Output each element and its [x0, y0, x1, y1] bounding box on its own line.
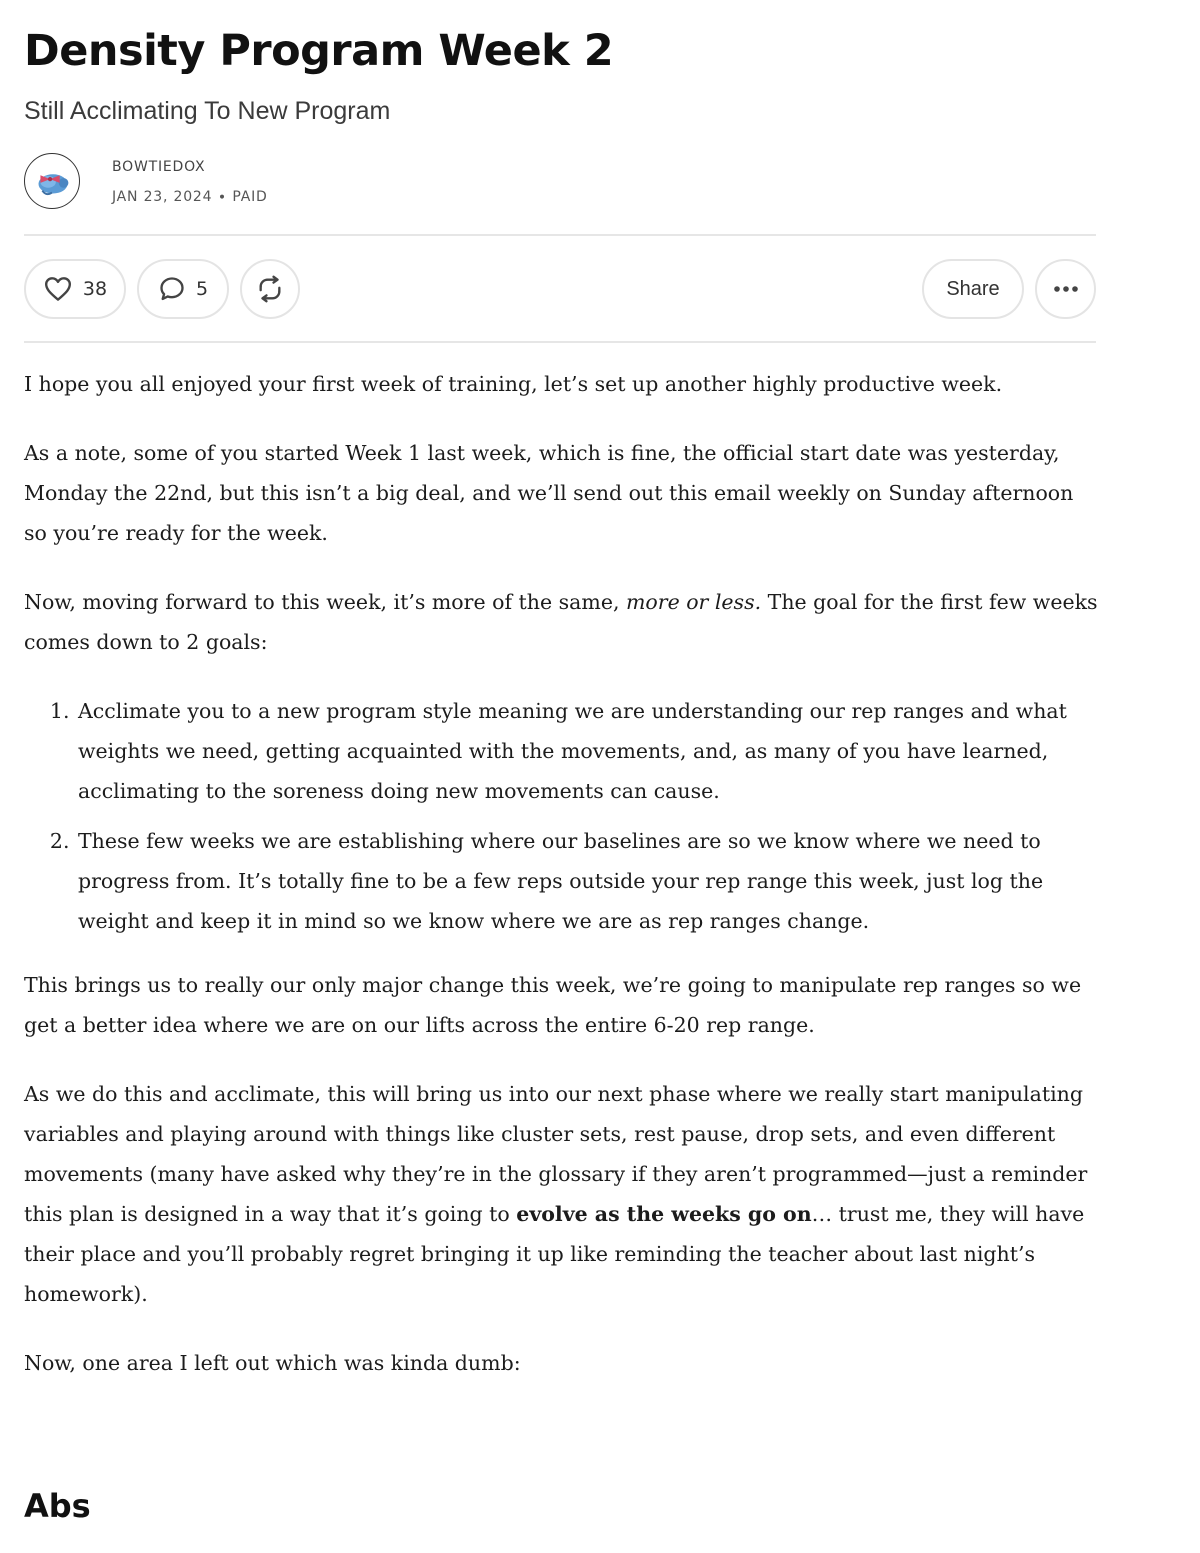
- text-segment: Now, moving forward to this week, it’s more of the same,: [24, 590, 626, 614]
- avatar-image: [25, 154, 79, 208]
- author-name[interactable]: BOWTIEDOX: [112, 159, 206, 175]
- list-item: 1. Acclimate you to a new program style meaning we are understanding our rep ranges and what weights we need, getting acquainted with the movements, and, as many of you have learned, acclimating to the soreness doing new movements can cause.: [76, 691, 1099, 811]
- list-item: 2. These few weeks we are establishing where our baselines are so we know where we need to progress from. It’s totally fine to be a few reps outside your rep range this week, just log the weight and keep it in mind so we know where we are as rep ranges change.: [76, 821, 1099, 941]
- text-segment: … trust me, they will have their place and you’ll probably regret bringing it up like reminding the teacher about last night’s homework).: [24, 1202, 1085, 1306]
- paragraph-start-date: As a note, some of you started Week 1 last week, which is fine, the official start date was yesterday, Monday the 22nd, but this isn’t a big deal, and we’ll send out this email weekly on Sunday afternoon so you’re ready for the week.: [24, 441, 1074, 545]
- restack-icon: [256, 275, 284, 303]
- divider-bottom: [24, 341, 1096, 343]
- section-heading-abs: Abs: [24, 1487, 91, 1525]
- restack-button[interactable]: [240, 259, 300, 319]
- paragraph-goals-intro: [24, 582, 1099, 662]
- post-body: [24, 364, 1099, 1412]
- more-dots-icon: [1053, 285, 1079, 293]
- more-button[interactable]: [1035, 259, 1096, 319]
- author-avatar[interactable]: [24, 153, 80, 209]
- paragraph-left-out: Now, one area I left out which was kinda dumb:: [24, 1351, 521, 1375]
- heart-icon: [43, 276, 73, 302]
- bold-text: evolve as the weeks go on: [516, 1202, 812, 1226]
- divider-top: [24, 234, 1096, 236]
- share-button[interactable]: Share: [922, 259, 1024, 319]
- comment-count: 5: [195, 278, 209, 300]
- like-button[interactable]: [24, 259, 126, 319]
- comment-button[interactable]: [137, 259, 229, 319]
- paragraph-next-phase: [24, 1074, 1099, 1314]
- like-count: 38: [82, 278, 108, 300]
- goals-list: [24, 691, 1099, 941]
- paragraph-intro: I hope you all enjoyed your first week of training, let’s set up another highly productive week.: [24, 372, 1003, 396]
- emphasis-text: more or less.: [625, 590, 762, 614]
- post-subtitle: Still Acclimating To New Program: [24, 97, 391, 125]
- post-date: JAN 23, 2024 ∙ PAID: [112, 189, 268, 205]
- post-title: Density Program Week 2: [24, 26, 614, 76]
- comment-bubble-icon: [158, 275, 186, 303]
- paragraph-rep-ranges: This brings us to really our only major change this week, we’re going to manipulate rep ranges so we get a better idea where we are on our lifts across the entire 6-20 rep range.: [24, 973, 1082, 1037]
- text-segment: As we do this and acclimate, this will bring us into our next phase where we really start manipulating variables and playing around with things like cluster sets, rest pause, drop sets, and even different movements (many have asked why they’re in the glossary if they aren’t programmed—just a reminder this plan is designed in a way that it’s going to: [24, 1082, 1088, 1226]
- text-segment: The goal for the first few weeks comes down to 2 goals:: [24, 590, 1098, 654]
